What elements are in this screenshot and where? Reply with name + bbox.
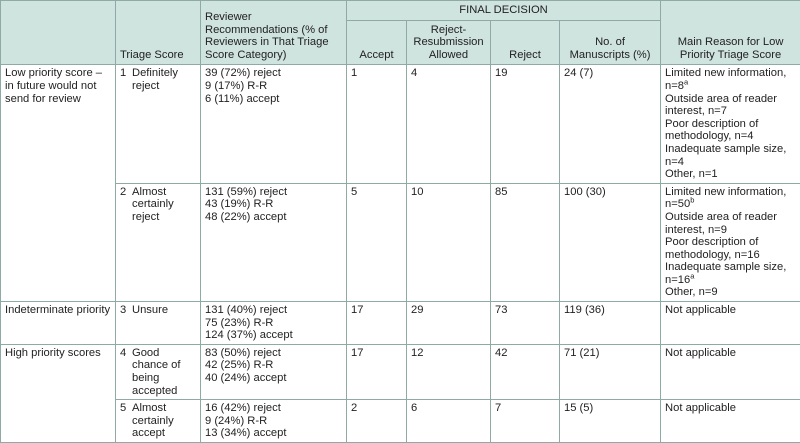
reject-count: 7 [491, 400, 560, 443]
reason-text: Outside area of reader interest, n=7 [665, 93, 777, 118]
main-reason-cell [661, 344, 800, 399]
reason-item [665, 286, 796, 299]
header-accept: Accept [347, 20, 407, 65]
accept-count: 2 [347, 400, 407, 443]
reason-text: Not applicable [665, 347, 736, 359]
reject-count: 19 [491, 65, 560, 183]
manuscripts-count: 71 (21) [560, 344, 661, 399]
header-row-1 [1, 1, 800, 21]
manuscripts-count: 15 (5) [560, 400, 661, 443]
triage-score-number: 4 [120, 347, 132, 397]
reason-item [665, 67, 796, 92]
recommendation-line: 16 (42%) reject [205, 402, 342, 415]
recommendation-line: 13 (34%) accept [205, 427, 342, 440]
manuscripts-count: 100 (30) [560, 183, 661, 301]
recommendation-line: 131 (40%) reject [205, 304, 342, 317]
accept-count: 17 [347, 302, 407, 345]
header-num-manuscripts: No. of Manuscripts (%) [560, 20, 661, 65]
reviewer-recommendations-cell [201, 65, 347, 183]
recommendation-line: 40 (24%) accept [205, 372, 342, 385]
manuscripts-count: 24 (7) [560, 65, 661, 183]
reason-text: Outside area of reader interest, n=9 [665, 211, 777, 236]
triage-score-label: Almost certainly reject [132, 186, 196, 224]
header-reviewer-recommendations: Reviewer Recommendations (% of Reviewers in That Triage Score Category) [201, 1, 347, 65]
reason-item [665, 402, 796, 415]
reject-resubmission-count: 6 [407, 400, 491, 443]
recommendation-line: 124 (37%) accept [205, 329, 342, 342]
triage-score-label: Unsure [132, 304, 196, 317]
main-reason-cell [661, 183, 800, 301]
reason-text: Inadequate sample size, n=4 [665, 143, 786, 168]
accept-count: 5 [347, 183, 407, 301]
table-row [1, 400, 800, 443]
header-reject: Reject [491, 20, 560, 65]
recommendation-line: 42 (25%) R-R [205, 359, 342, 372]
header-triage-score: Triage Score [116, 1, 201, 65]
recommendation-line: 9 (24%) R-R [205, 415, 342, 428]
triage-score-label: Definitely reject [132, 67, 196, 92]
triage-score-label: Good chance of being accepted [132, 347, 196, 397]
accept-count: 17 [347, 344, 407, 399]
manuscripts-count: 119 (36) [560, 302, 661, 345]
reason-item [665, 236, 796, 261]
reason-text: Poor description of methodology, n=4 [665, 118, 758, 143]
reviewer-recommendations-cell [201, 302, 347, 345]
reason-text: Limited new information, n=8 [665, 67, 786, 92]
reviewer-recommendations-cell [201, 183, 347, 301]
reason-item [665, 186, 796, 211]
reason-text: Not applicable [665, 402, 736, 414]
reason-item [665, 261, 796, 286]
main-reason-cell [661, 65, 800, 183]
reason-item [665, 93, 796, 118]
reason-text: Poor description of methodology, n=16 [665, 236, 760, 261]
table-row [1, 65, 800, 183]
triage-score-cell [116, 183, 201, 301]
reason-item [665, 118, 796, 143]
reason-text: Limited new information, n=50 [665, 186, 786, 211]
reject-resubmission-count: 12 [407, 344, 491, 399]
reject-count: 73 [491, 302, 560, 345]
triage-score-cell [116, 344, 201, 399]
table-row [1, 183, 800, 301]
header-reject-resubmission: Reject- Resubmission Allowed [407, 20, 491, 65]
reason-item [665, 211, 796, 236]
priority-group-label: High priority scores [1, 344, 116, 442]
recommendation-line: 39 (72%) reject [205, 67, 342, 80]
recommendation-line: 131 (59%) reject [205, 186, 342, 199]
header-final-decision: FINAL DECISION [347, 1, 661, 21]
recommendation-line: 43 (19%) R-R [205, 198, 342, 211]
reject-resubmission-count: 29 [407, 302, 491, 345]
recommendation-line: 48 (22%) accept [205, 211, 342, 224]
reason-item [665, 143, 796, 168]
reason-item [665, 347, 796, 360]
reviewer-recommendations-cell [201, 400, 347, 443]
reviewer-recommendations-cell [201, 344, 347, 399]
triage-score-cell [116, 302, 201, 345]
reason-item [665, 168, 796, 181]
reason-text: Other, n=1 [665, 168, 718, 180]
reason-text: Inadequate sample size, n=16 [665, 261, 786, 286]
footnote-marker: b [690, 196, 694, 205]
footnote-marker: a [690, 271, 694, 280]
triage-score-cell [116, 400, 201, 443]
recommendation-line: 6 (11%) accept [205, 93, 342, 106]
header-empty [1, 1, 116, 65]
triage-score-number: 5 [120, 402, 132, 440]
recommendation-line: 75 (23%) R-R [205, 317, 342, 330]
reason-text: Other, n=9 [665, 286, 718, 298]
reject-count: 42 [491, 344, 560, 399]
table-row [1, 344, 800, 399]
header-main-reason: Main Reason for Low Priority Triage Score [661, 1, 800, 65]
triage-score-label: Almost certainly accept [132, 402, 196, 440]
reject-count: 85 [491, 183, 560, 301]
recommendation-line: 83 (50%) reject [205, 347, 342, 360]
triage-score-number: 1 [120, 67, 132, 92]
table-row [1, 302, 800, 345]
footnote-marker: a [684, 77, 688, 86]
reject-resubmission-count: 10 [407, 183, 491, 301]
main-reason-cell [661, 302, 800, 345]
table-body [1, 65, 800, 443]
reject-resubmission-count: 4 [407, 65, 491, 183]
reason-text: Not applicable [665, 304, 736, 316]
priority-group-label: Indeterminate priority [1, 302, 116, 345]
triage-score-cell [116, 65, 201, 183]
main-reason-cell [661, 400, 800, 443]
priority-group-label: Low priority score – in future would not send for review [1, 65, 116, 302]
accept-count: 1 [347, 65, 407, 183]
triage-score-number: 3 [120, 304, 132, 317]
recommendation-line: 9 (17%) R-R [205, 80, 342, 93]
triage-score-number: 2 [120, 186, 132, 224]
reason-item [665, 304, 796, 317]
